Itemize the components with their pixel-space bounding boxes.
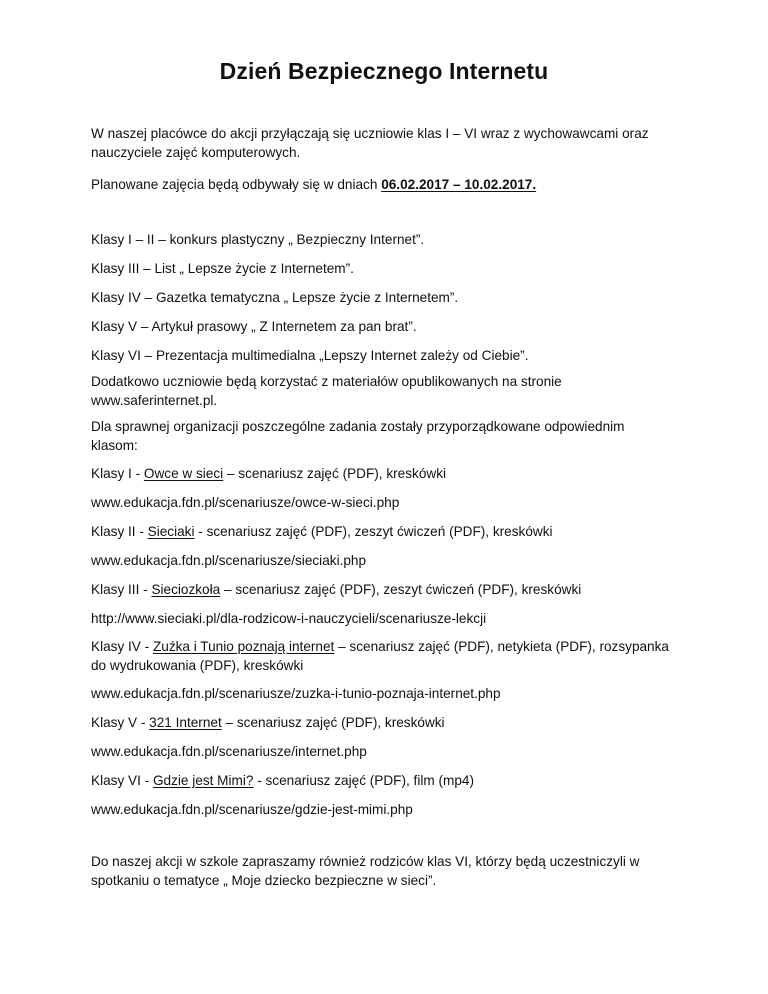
class-url: http://www.sieciaki.pl/dla-rodzicow-i-nauczycieli/scenariusze-lekcji [91, 611, 487, 626]
organization-paragraph: Dla sprawnej organizacji poszczególne zadania zostały przyporządkowane odpowiednim klasom: [91, 419, 625, 453]
class-url: www.edukacja.fdn.pl/scenariusze/sieciaki.php [91, 553, 367, 568]
class-link[interactable]: Owce w sieci [143, 466, 224, 481]
materials-paragraph: Dodatkowo uczniowie będą korzystać z materiałów opublikowanych na stronie www.saferinternet.pl. [91, 374, 562, 408]
class-url: www.edukacja.fdn.pl/scenariusze/internet.php [91, 744, 367, 759]
dates-prefix: Planowane zajęcia będą odbywały się w dniach [91, 177, 382, 192]
class-suffix: – scenariusz zajęć (PDF), zeszyt ćwiczeń (PDF), kreskówki [220, 582, 582, 597]
class-url: www.edukacja.fdn.pl/scenariusze/owce-w-sieci.php [91, 495, 400, 510]
class-suffix: – scenariusz zajęć (PDF), kreskówki [221, 715, 445, 730]
class-link[interactable]: Sieciozkoła [151, 582, 221, 597]
intro-paragraph: W naszej placówce do akcji przyłączają się uczniowie klas I – VI wraz z wychowawcami oraz nauczyciele zajęć komputerowych. [91, 126, 649, 160]
task-item: Klasy IV – Gazetka tematyczna „ Lepsze życie z Internetem”. [91, 290, 459, 305]
class-prefix: Klasy III - [91, 582, 152, 597]
task-item: Klasy VI – Prezentacja multimedialna „Lepszy Internet zależy od Ciebie”. [91, 348, 529, 363]
class-suffix: - scenariusz zajęć (PDF), zeszyt ćwiczeń (PDF), kreskówki [194, 524, 553, 539]
class-suffix: – scenariusz zajęć (PDF), netykieta (PDF), rozsypanka do wydrukowania (PDF), kreskówki [91, 639, 669, 673]
class-url: www.edukacja.fdn.pl/scenariusze/zuzka-i-tunio-poznaja-internet.php [91, 686, 501, 701]
class-suffix: – scenariusz zajęć (PDF), kreskówki [223, 466, 447, 481]
class-item [91, 713, 671, 732]
class-prefix: Klasy VI - [91, 773, 153, 788]
page-title: Dzień Bezpiecznego Internetu [219, 58, 549, 84]
class-item [91, 771, 671, 790]
class-prefix: Klasy V - [91, 715, 150, 730]
class-link[interactable]: Sieciaki [147, 524, 195, 539]
class-link[interactable]: Gdzie jest Mimi? [152, 773, 254, 788]
class-item [91, 637, 671, 675]
task-item: Klasy V – Artykuł prasowy „ Z Internetem za pan brat”. [91, 319, 417, 334]
class-url: www.edukacja.fdn.pl/scenariusze/gdzie-jest-mimi.php [91, 802, 413, 817]
class-prefix: Klasy I - [91, 466, 144, 481]
task-item: Klasy I – II – konkurs plastyczny „ Bezpieczny Internet”. [91, 232, 425, 247]
class-suffix: - scenariusz zajęć (PDF), film (mp4) [253, 773, 474, 788]
dates-range: 06.02.2017 – 10.02.2017. [381, 177, 537, 192]
task-item: Klasy III – List „ Lepsze życie z Internetem”. [91, 261, 354, 276]
parents-paragraph: Do naszej akcji w szkole zapraszamy również rodziców klas VI, którzy będą uczestniczyli w spotkaniu o tematyce „ Moje dziecko bezpieczne w sieci”. [91, 854, 640, 888]
class-link[interactable]: Zuźka i Tunio poznają internet [152, 639, 335, 654]
class-link[interactable]: 321 Internet [149, 715, 222, 730]
class-item [91, 522, 671, 541]
dates-paragraph [91, 175, 671, 194]
class-prefix: Klasy II - [91, 524, 148, 539]
class-item [91, 580, 671, 599]
class-prefix: Klasy IV - [91, 639, 153, 654]
class-item [91, 464, 671, 483]
